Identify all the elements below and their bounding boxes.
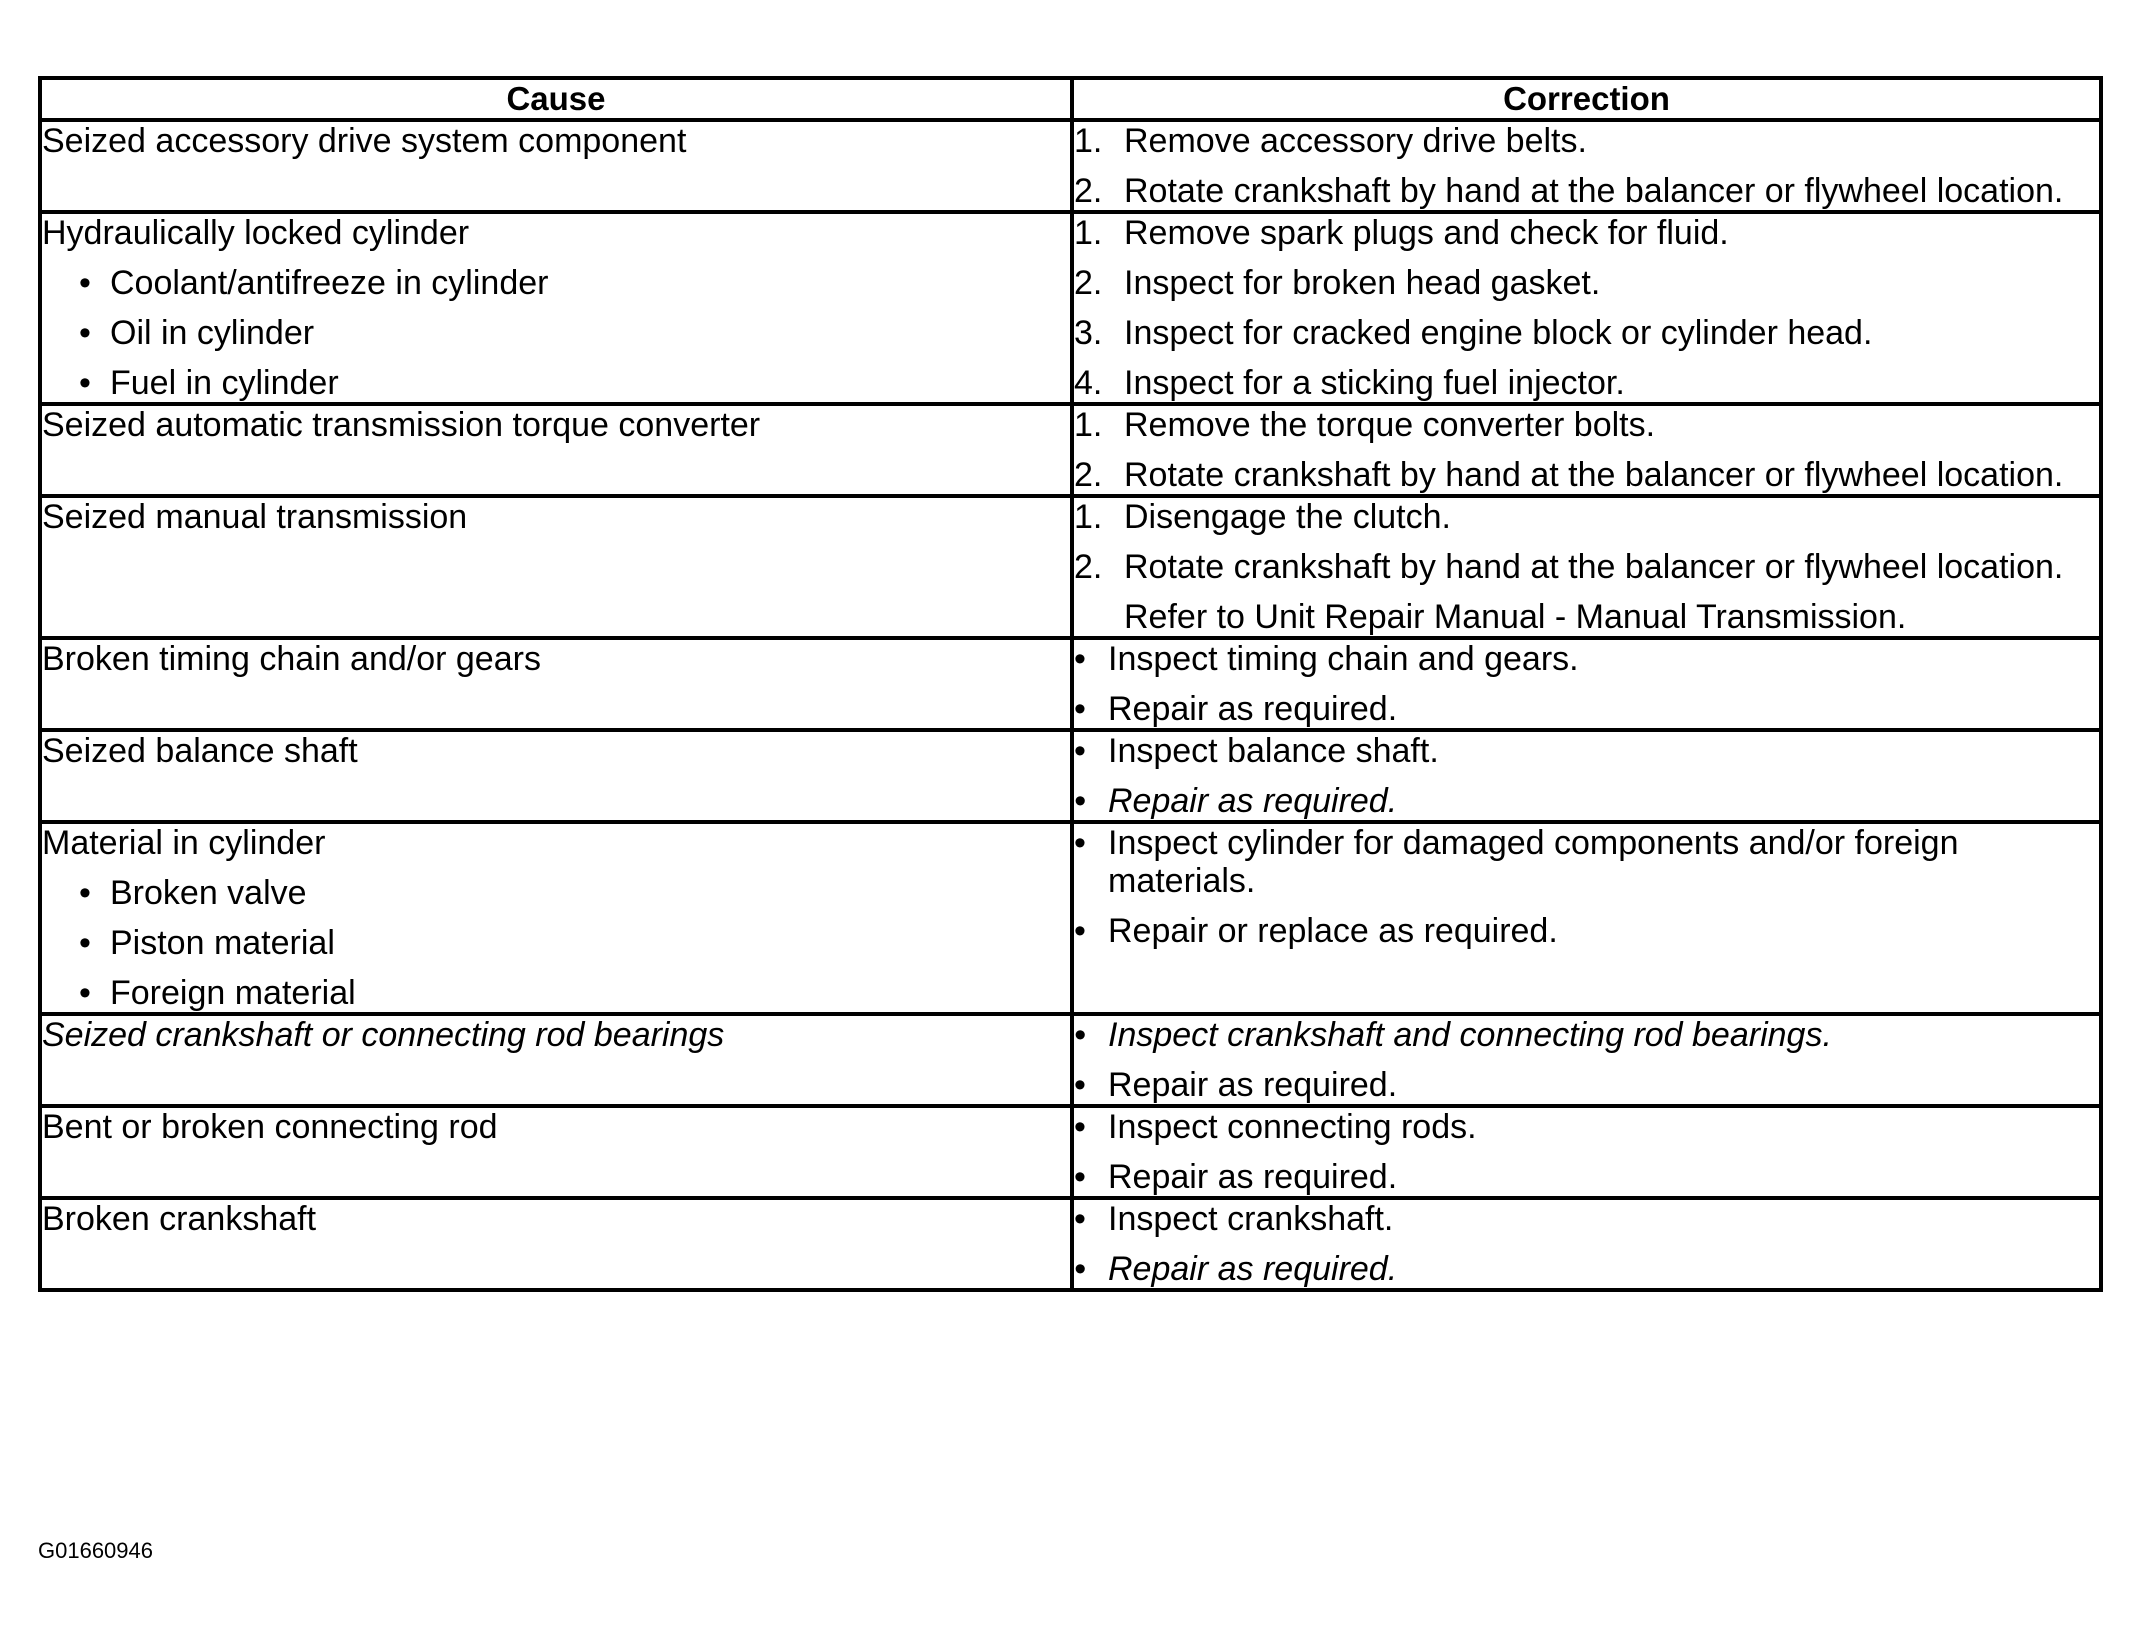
step-number: 3. [1074, 314, 1103, 352]
cause-text: Seized crankshaft or connecting rod bearings [42, 1016, 725, 1054]
correction-step [1074, 364, 2099, 402]
step-number: 2. [1074, 264, 1103, 302]
step-text: Inspect for cracked engine block or cylinder head. [1124, 314, 1873, 352]
correction-bullet: • Inspect timing chain and gears. [1074, 640, 2099, 678]
cause-text: Broken crankshaft [42, 1200, 317, 1238]
step-number: 1. [1074, 498, 1103, 536]
correction-bullet: • Repair as required. [1074, 1158, 2099, 1196]
cause-text: Bent or broken connecting rod [42, 1108, 498, 1146]
step-text: Rotate crankshaft by hand at the balancer or flywheel location. [1124, 548, 2064, 586]
correction-cell [1072, 1014, 2101, 1106]
cause-cell [40, 822, 1072, 1014]
cause-sub-item: • Broken valve [42, 874, 1070, 912]
table-row [40, 404, 2101, 496]
step-number: 1. [1074, 122, 1103, 160]
step-text: Disengage the clutch. [1124, 498, 1451, 536]
correction-cell [1072, 638, 2101, 730]
cause-cell [40, 1198, 1072, 1290]
correction-step [1074, 214, 2099, 252]
correction-step [1074, 406, 2099, 444]
cause-sub-item: • Coolant/antifreeze in cylinder [42, 264, 1070, 302]
correction-step [1074, 456, 2099, 494]
cause-header: Cause [40, 78, 1072, 120]
correction-step [1074, 548, 2099, 586]
step-number: 1. [1074, 406, 1103, 444]
cause-sub-item: • Foreign material [42, 974, 1070, 1012]
step-text: Remove spark plugs and check for fluid. [1124, 214, 1729, 252]
correction-step [1074, 122, 2099, 160]
figure-id: G01660946 [38, 1538, 153, 1563]
correction-bullet: • Repair as required. [1074, 1066, 2099, 1104]
step-text: Rotate crankshaft by hand at the balancer or flywheel location. [1124, 172, 2064, 210]
correction-step [1074, 172, 2099, 210]
cause-text: Material in cylinder [42, 824, 326, 862]
correction-step [1074, 498, 2099, 536]
table-row [40, 730, 2101, 822]
correction-header: Correction [1072, 78, 2101, 120]
correction-bullet: • Repair or replace as required. [1074, 912, 2099, 950]
table-row [40, 1106, 2101, 1198]
cause-text: Seized balance shaft [42, 732, 358, 770]
table-row [40, 822, 2101, 1014]
cause-cell [40, 638, 1072, 730]
correction-cell [1072, 730, 2101, 822]
table-row [40, 1014, 2101, 1106]
cause-cell [40, 1106, 1072, 1198]
step-number: 2. [1074, 456, 1103, 494]
correction-bullet: • Repair as required. [1074, 1250, 2099, 1288]
step-number: 4. [1074, 364, 1103, 402]
correction-bullet: • Inspect crankshaft and connecting rod bearings. [1074, 1016, 2099, 1054]
header-row [40, 78, 2101, 120]
cause-sub-item: • Piston material [42, 924, 1070, 962]
cause-cell [40, 730, 1072, 822]
correction-bullet: • Repair as required. [1074, 782, 2099, 820]
step-text: Rotate crankshaft by hand at the balancer or flywheel location. [1124, 456, 2064, 494]
cause-sub-item: • Oil in cylinder [42, 314, 1070, 352]
correction-bullet: • Inspect cylinder for damaged components and/or foreign materials. [1074, 824, 2099, 900]
cause-cell [40, 212, 1072, 404]
table-row [40, 1198, 2101, 1290]
step-text: Remove the torque converter bolts. [1124, 406, 1656, 444]
correction-bullet: • Repair as required. [1074, 690, 2099, 728]
correction-cell [1072, 120, 2101, 212]
cause-cell [40, 1014, 1072, 1106]
step-number: 2. [1074, 548, 1103, 586]
correction-cell [1072, 1198, 2101, 1290]
cause-text: Hydraulically locked cylinder [42, 214, 470, 252]
cause-cell [40, 496, 1072, 638]
cause-cell [40, 120, 1072, 212]
table-row [40, 212, 2101, 404]
correction-cell [1072, 822, 2101, 1014]
cause-cell [40, 404, 1072, 496]
correction-cell [1072, 496, 2101, 638]
cause-text: Seized manual transmission [42, 498, 468, 536]
correction-step [1074, 314, 2099, 352]
correction-cell [1072, 1106, 2101, 1198]
cause-text: Seized accessory drive system component [42, 122, 687, 160]
correction-step [1074, 264, 2099, 302]
cause-text: Broken timing chain and/or gears [42, 640, 541, 678]
step-number: 1. [1074, 214, 1103, 252]
correction-bullet: • Inspect crankshaft. [1074, 1200, 2099, 1238]
step-number: 2. [1074, 172, 1103, 210]
step-text: Inspect for broken head gasket. [1124, 264, 1601, 302]
reference-note: Refer to Unit Repair Manual - Manual Transmission. [1124, 598, 1907, 636]
correction-cell [1072, 212, 2101, 404]
correction-bullet: • Inspect balance shaft. [1074, 732, 2099, 770]
step-text: Remove accessory drive belts. [1124, 122, 1587, 160]
table-row [40, 120, 2101, 212]
cause-correction-table [38, 76, 2103, 1292]
table-row [40, 496, 2101, 638]
step-text: Inspect for a sticking fuel injector. [1124, 364, 1625, 402]
cause-sub-item: • Fuel in cylinder [42, 364, 1070, 402]
correction-bullet: • Inspect connecting rods. [1074, 1108, 2099, 1146]
correction-cell [1072, 404, 2101, 496]
cause-text: Seized automatic transmission torque converter [42, 406, 761, 444]
table-row [40, 638, 2101, 730]
